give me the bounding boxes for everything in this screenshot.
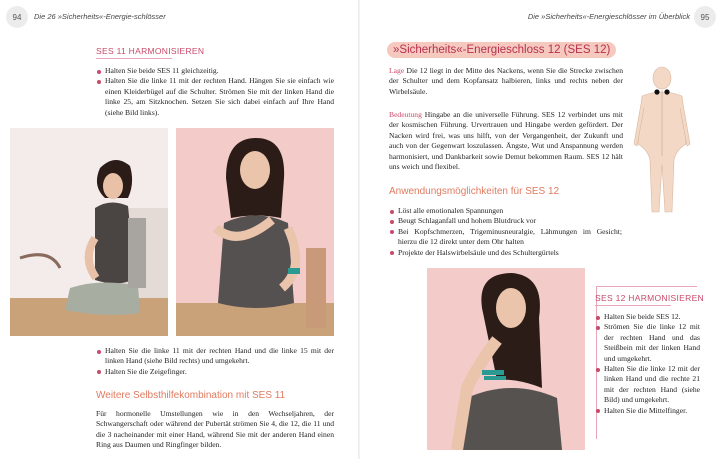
- subheading-selbsthilfe: Weitere Selbsthilfekombination mit SES 11: [96, 390, 286, 401]
- running-head-right: Die »Sicherheits«-Energieschlösser im Überblick: [527, 12, 690, 21]
- list-item: Löst alle emotionalen Spannungen: [389, 206, 622, 216]
- bedeutung-label: Bedeutung: [389, 110, 422, 119]
- ses11-instructions-continued: [96, 346, 334, 377]
- page-title: »Sicherheits«-Energieschloss 12 (SES 12): [387, 42, 616, 58]
- list-item: Halten Sie die Zeigefinger.: [96, 367, 334, 377]
- ses11-instructions: [96, 66, 334, 118]
- photo-woman-seated-profile: [10, 128, 168, 336]
- paragraph-hormonelle-umstellungen: Für hormonelle Umstellungen wie in den Wechseljahren, der Schwangerschaft oder während der Pubertät strömen Sie 4, die 12, die 11 und die 3 nacheinander mit einer Hand, während Sie mit der anderen Hand einen Ring aus Daumen und Ringfinger bilden.: [96, 409, 334, 450]
- page-number-left: 94: [6, 6, 28, 28]
- section-label-ses12: SES 12 HARMONISIEREN: [595, 293, 704, 303]
- section-label-underline: [96, 58, 172, 59]
- paragraph-lage: [389, 66, 623, 97]
- list-item: Beugt Schlaganfall und hohem Blutdruck vor: [389, 216, 622, 226]
- list-item: Halten Sie beide SES 11 gleichzeitig.: [96, 66, 334, 76]
- ses12-instructions: [595, 312, 700, 416]
- section-label-underline: [595, 305, 671, 306]
- subheading-anwendungen: Anwendungsmöglichkeiten für SES 12: [389, 186, 560, 197]
- list-item: Halten Sie die linke 12 mit der linken Hand und die rechte 21 mit der rechten Hand (siehe Bild) und umgekehrt.: [595, 364, 700, 406]
- photo-woman-hand-on-neck: [427, 268, 585, 450]
- list-item: Halten Sie die linke 11 mit der rechten Hand. Hängen Sie sie einfach wie einen Kleiderbügel auf die Schulter. Strömen Sie mit der linken Hand die linke 25, am Sitzknochen. Setzen Sie sich dabei einfach auf Ihre Hand (siehe Bild links).: [96, 76, 334, 118]
- right-page: [360, 0, 720, 459]
- list-item: Halten Sie die linke 11 mit der rechten Hand und die linke 15 mit der linken Hand (siehe Bild rechts) und umgekehrt.: [96, 346, 334, 367]
- bedeutung-text: Hingabe an die universelle Führung. SES 12 verbindet uns mit der kosmischen Führung. Urvertrauen und Hingabe werden gefördert. Der Nacken wird frei, was uns hilft, von der Vergangenheit, der Zukunft und auch von der Gegenwart loszulassen. Ängste, Wut und Anspannung werden harmonisiert, und Dankbarkeit sowie Demut bekommen Raum. SES 12 hält uns weich und flexibel.: [389, 110, 623, 172]
- photo-woman-hand-on-shoulder: [176, 128, 334, 336]
- section-label-ses11: SES 11 HARMONISIEREN: [96, 46, 205, 56]
- page-number-right: 95: [694, 6, 716, 28]
- list-item: Bei Kopfschmerzen, Trigeminusneuralgie, Lähmungen im Gesicht; hierzu die 12 direkt unter dem Ohr halten: [389, 227, 622, 248]
- lage-text: Die 12 liegt in der Mitte des Nackens, wenn Sie die Strecke zwischen der Schulter und dem Kopfansatz halbieren, links und rechts neben der Wirbelsäule.: [389, 66, 624, 96]
- ses12-label-block: [595, 293, 705, 306]
- list-item: Strömen Sie die linke 12 mit der rechten Hand und das Steißbein mit der linken Hand und umgekehrt.: [595, 322, 700, 364]
- applications-list: [389, 206, 622, 258]
- list-item: Halten Sie beide SES 12.: [595, 312, 700, 322]
- list-item: Projekte der Halswirbelsäule und des Schultergürtels: [389, 248, 622, 258]
- ses11-label-block: [96, 46, 336, 59]
- body-diagram-figure: [628, 64, 696, 214]
- running-head-left: Die 26 »Sicherheits«-Energie-schlösser: [34, 12, 166, 21]
- list-item: Halten Sie die Mittelfinger.: [595, 406, 700, 416]
- lage-label: Lage: [389, 66, 405, 75]
- paragraph-bedeutung: [389, 110, 623, 172]
